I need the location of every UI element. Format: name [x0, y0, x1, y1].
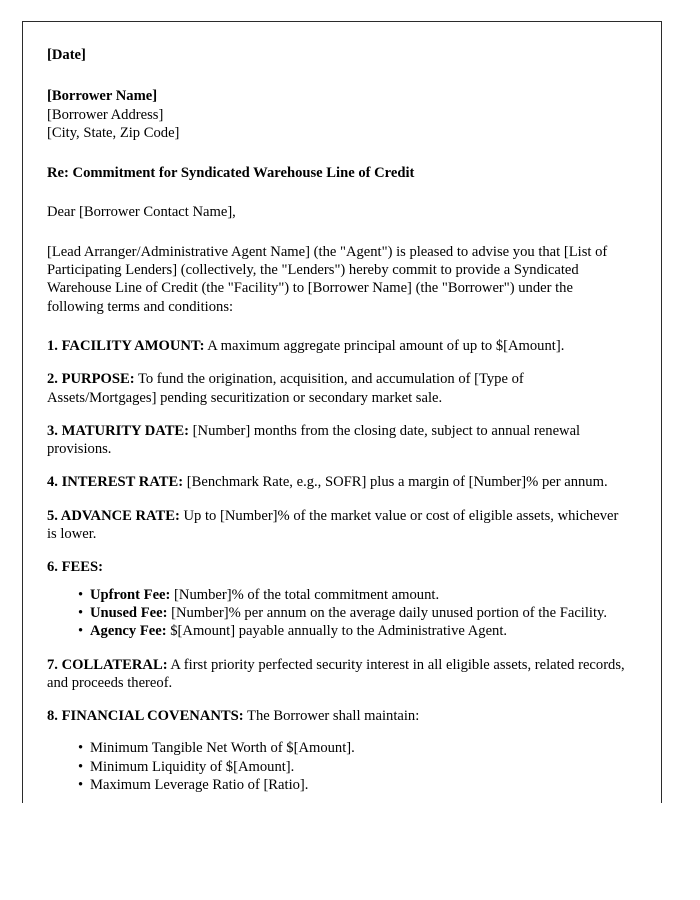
covenant-leverage-ratio-text: Maximum Leverage Ratio of [Ratio]. [90, 777, 309, 794]
list-item [47, 758, 629, 776]
term-collateral-text: A first priority perfected security interest in all eligible assets, related records, and proceeds thereof. [47, 656, 625, 691]
fee-unused-text: [Number]% per annum on the average daily unused portion of the Facility. [167, 604, 608, 621]
intro-paragraph: [Lead Arranger/Administrative Agent Name] (the "Agent") is pleased to advise you that [List of Participating Lenders] (collectively, the "Lenders") hereby commit to provide a Syndicated Warehouse Line of Credit (the "Facility") to [Borrower Name] (the "Borrower") under the following terms and conditions: [47, 243, 608, 315]
date-line: [Date] [47, 47, 86, 63]
term-financial-covenants-label: 8. FINANCIAL COVENANTS: [47, 708, 244, 725]
salutation: Dear [Borrower Contact Name], [47, 204, 236, 221]
bullet-icon: • [78, 586, 84, 603]
list-item [47, 604, 629, 622]
list-item [47, 586, 629, 604]
fee-upfront-text: [Number]% of the total commitment amount. [170, 586, 440, 603]
list-item [47, 776, 629, 794]
bullet-icon: • [78, 777, 84, 794]
term-fees-label: 6. FEES: [47, 559, 103, 576]
document-page [22, 21, 662, 803]
term-advance-rate-text: Up to [Number]% of the market value or cost of eligible assets, whichever is lower. [47, 507, 619, 543]
fee-unused-label: Unused Fee: [90, 604, 168, 621]
term-maturity-date-text: [Number] months from the closing date, subject to annual renewal provisions. [47, 422, 581, 458]
recipient-name: [Borrower Name] [47, 88, 158, 105]
term-interest-rate [47, 473, 629, 491]
term-facility-amount [47, 337, 629, 355]
recipient-address: [Borrower Address] [47, 106, 164, 123]
bullet-icon: • [78, 604, 84, 621]
term-facility-amount-text: A maximum aggregate principal amount of up to $[Amount]. [204, 337, 565, 354]
bullet-icon: • [78, 623, 84, 640]
term-fees [47, 558, 629, 576]
term-financial-covenants-text: The Borrower shall maintain: [243, 708, 420, 725]
covenant-liquidity-text: Minimum Liquidity of $[Amount]. [90, 758, 295, 775]
term-interest-rate-text: [Benchmark Rate, e.g., SOFR] plus a margin of [Number]% per annum. [183, 474, 608, 491]
recipient-city-state-zip: [City, State, Zip Code] [47, 124, 180, 141]
bullet-icon: • [78, 740, 84, 757]
term-advance-rate [47, 507, 629, 544]
term-maturity-date-label: 3. MATURITY DATE: [47, 422, 190, 439]
covenants-list [47, 739, 629, 794]
term-collateral [47, 656, 629, 693]
document-body [47, 46, 629, 797]
term-maturity-date [47, 422, 629, 459]
bullet-icon: • [78, 758, 84, 775]
fee-agency-label: Agency Fee: [90, 623, 167, 640]
covenant-net-worth-text: Minimum Tangible Net Worth of $[Amount]. [90, 740, 355, 757]
term-purpose-text: To fund the origination, acquisition, and accumulation of [Type of Assets/Mortgages] pending securitization or secondary market sale. [47, 371, 524, 406]
term-purpose-label: 2. PURPOSE: [47, 371, 135, 388]
term-advance-rate-label: 5. ADVANCE RATE: [47, 507, 180, 524]
subject-line: Re: Commitment for Syndicated Warehouse Line of Credit [47, 165, 415, 182]
term-financial-covenants [47, 707, 629, 725]
recipient-address-block [47, 87, 629, 142]
fees-list [47, 586, 629, 641]
term-purpose [47, 370, 629, 407]
term-collateral-label: 7. COLLATERAL: [47, 656, 168, 673]
term-facility-amount-label: 1. FACILITY AMOUNT: [47, 337, 205, 354]
fee-agency-text: $[Amount] payable annually to the Administrative Agent. [166, 623, 508, 640]
list-item [47, 622, 629, 640]
fee-upfront-label: Upfront Fee: [90, 586, 171, 603]
term-interest-rate-label: 4. INTEREST RATE: [47, 474, 184, 491]
list-item [47, 739, 629, 757]
